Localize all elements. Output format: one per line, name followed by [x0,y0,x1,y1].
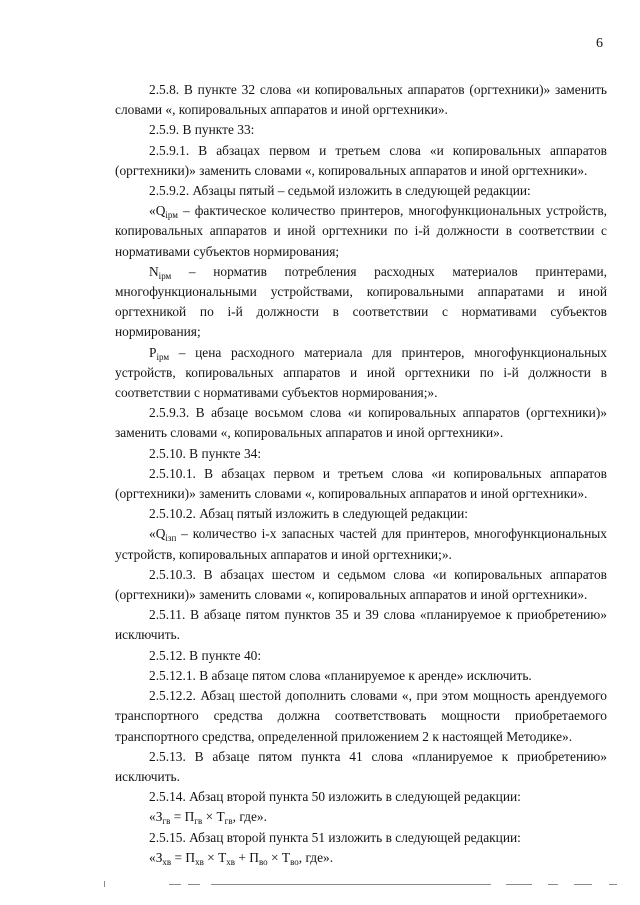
scan-mark [104,881,105,887]
paragraph-2-5-14: 2.5.14. Абзац второй пункта 50 изложить в следующей редакции: [149,789,521,805]
definition-text: – цена расходного материала для принтеров, многофункциональных устройств, копировальных аппаратов и иной оргтехники по i-й должности в соответствии с нормативами субъектов нормирования;». [115,344,607,401]
page-number: 6 [596,36,603,51]
paragraph-2-5-8: 2.5.8. В пункте 32 слова «и копировальных аппаратов (оргтехники)» заменить словами «, копировальных аппаратов и иной оргтехники». [115,82,607,118]
scan-mark [169,884,181,885]
formula-symbol: P [149,344,157,360]
formula-subscript: во [290,856,299,867]
formula-term: × Т [203,849,227,865]
formula-symbol: «Q [149,526,166,542]
formula-index: i [165,210,168,221]
scan-mark [574,884,592,885]
document-body [115,80,607,868]
formula-subscript: зп [167,533,177,544]
formula-term: + П [235,849,259,865]
formula-z-gv [115,807,607,827]
paragraph-2-5-15: 2.5.15. Абзац второй пункта 51 изложить в следующей редакции: [149,829,521,845]
paragraph-2-5-10: 2.5.10. В пункте 34: [149,445,262,461]
definition-text: – норматив потребления расходных материалов принтерами, многофункциональными устройствами, копировальными аппаратами и иной оргтехникой по i-й должности в соответствии с нормативами субъектов нормирования; [115,263,607,340]
formula-term: «З [149,849,163,865]
formula-term: = П [170,809,195,825]
formula-subscript: гв [162,816,171,827]
paragraph-2-5-10-3: 2.5.10.3. В абзацах шестом и седьмом слова «и копировальных аппаратов (оргтехники)» заменить словами «, копировальных аппаратов и иной оргтехники». [115,566,607,603]
paragraph-2-5-12-1: 2.5.12.1. В абзаце пятом слова «планируемое к аренде» исключить. [149,667,532,683]
definition-q-rm [115,201,607,262]
formula-subscript: гв [224,816,233,827]
definition-p-rm [115,343,607,404]
formula-term: = П [171,849,196,865]
formula-subscript: рм [167,210,178,221]
scan-mark [609,884,617,885]
scan-mark [506,884,532,885]
formula-index: i [156,351,159,362]
definition-n-rm [115,262,607,343]
paragraph-2-5-10-2: 2.5.10.2. Абзац пятый изложить в следующей редакции: [149,506,468,522]
formula-end: , где». [232,809,267,825]
paragraph-2-5-12-2: 2.5.12.2. Абзац шестой дополнить словами «, при этом мощность арендуемого транспортного средства должна соответствовать мощности приобретаемого транспортного средства, определенной приложением 2 к настоящей Методике». [115,688,607,744]
scan-mark [211,884,491,885]
definition-text: – количество i-х запасных частей для принтеров, многофункциональных устройств, копировальных аппаратов и иной оргтехники;». [115,526,607,562]
scan-mark [188,884,200,885]
paragraph-2-5-9-3: 2.5.9.3. В абзаце восьмом слова «и копировальных аппаратов (оргтехники)» заменить словами «, копировальных аппаратов и иной оргтехники». [115,405,607,441]
formula-term: «З [149,809,163,825]
formula-term: × Т [202,809,225,825]
formula-subscript: хв [226,856,236,867]
scan-edge-marks [104,884,634,886]
definition-q-zp [115,524,607,564]
formula-term: × Т [267,849,291,865]
formula-z-hv [115,848,607,868]
definition-text: – фактическое количество принтеров, многофункциональных устройств, копировальных аппаратов и иной оргтехники по i-й должности в соответствии с нормативами субъектов нормирования; [115,203,607,259]
formula-index: i [158,270,162,281]
formula-symbol: «Q [149,203,166,219]
paragraph-2-5-11: 2.5.11. В абзаце пятом пунктов 35 и 39 слова «планируемое к приобретению» исключить. [115,607,607,643]
paragraph-2-5-10-1: 2.5.10.1. В абзацах первом и третьем слова «и копировальных аппаратов (оргтехники)» заменить словами «, копировальных аппаратов и иной оргтехники». [115,465,607,502]
paragraph-2-5-13: 2.5.13. В абзаце пятом пункта 41 слова «планируемое к приобретению» исключить. [115,748,607,784]
paragraph-2-5-9: 2.5.9. В пункте 33: [149,122,255,138]
scan-mark [548,884,558,885]
formula-end: , где». [298,849,334,865]
paragraph-2-5-12: 2.5.12. В пункте 40: [149,647,262,663]
formula-subscript: хв [162,856,172,867]
formula-index: i [165,533,168,544]
formula-subscript: рм [161,270,172,281]
paragraph-2-5-9-2: 2.5.9.2. Абзацы пятый – седьмой изложить в следующей редакции: [149,183,531,199]
formula-subscript: рм [158,351,170,362]
formula-symbol: N [149,263,159,279]
formula-subscript: гв [194,816,203,827]
formula-subscript: во [258,856,268,867]
formula-subscript: хв [195,856,204,867]
paragraph-2-5-9-1: 2.5.9.1. В абзацах первом и третьем слова «и копировальных аппаратов (оргтехники)» заменить словами «, копировальных аппаратов и иной оргтехники». [115,142,607,178]
